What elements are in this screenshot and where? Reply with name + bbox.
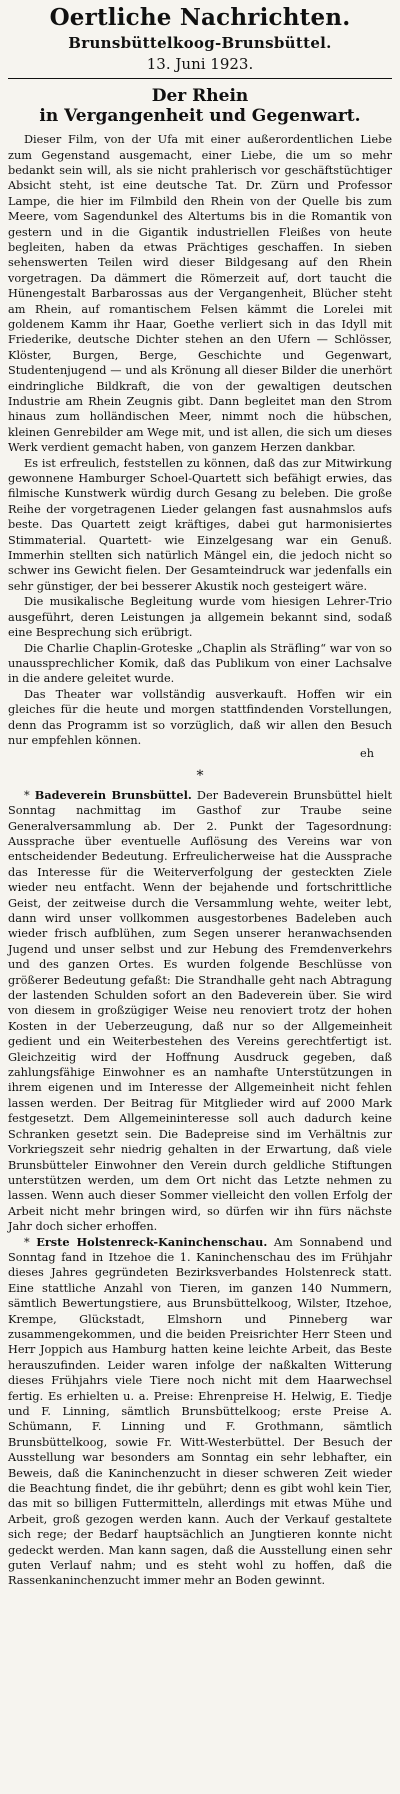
- section-separator: *: [196, 767, 204, 784]
- dateline-place: Brunsbüttelkoog-Brunsbüttel.: [68, 34, 332, 52]
- author-signature: eh: [360, 747, 374, 761]
- article-body-rhein: [8, 132, 392, 762]
- header-rule: [8, 78, 392, 79]
- dateline-date: 13. Juni 1923.: [146, 55, 254, 73]
- item-heading: Badeverein Brunsbüttel.: [34, 787, 192, 802]
- section-title: Oertliche Nachrichten.: [49, 4, 351, 31]
- item-text: Der Badeverein Brunsbüttel hielt Sonntag nachmittag im Gasthof zur Traube seine Generalversammlung ab. Der 2. Punkt der Tagesordnung: Aussprache über eventuelle Auflösung des Vereins war von entscheidender Bedeutung. Erfreulicherweise hat die Aussprache das Interesse für die Weiterverfolgung der gesteckten Ziele wieder neu entfacht. Wenn der bejahende und fortschrittliche Geist, der zeitweise durch die Versammlung wehte, weiter lebt, dann wird unser vollkommen ausgestorbenes Badeleben auch wieder frisch aufblühen, zum Segen unserer heranwachsenden Jugend und unser selbst und zur Hebung des Fremdenverkehrs und des ganzen Ortes. Es wurden folgende Beschlüsse von größerer Bedeutung gefaßt: Die Strandhalle geht nach Abtragung der lastenden Schulden sofort an den Badeverein über. Sie wird von diesem in großzügiger Weise neu renoviert trotz der hohen Kosten in der Ueberzeugung, daß nur so der Allgemeinheit gedient und ein Weiterbestehen des Vereins gerechtfertigt ist. Gleichzeitig wird der Hoffnung Ausdruck gegeben, daß zahlungsfähige Einwohner es an namhafte Unterstützungen in ihrem eigenen und im Interesse der Allgemeinheit nicht fehlen lassen werden. Der Beitrag für Mitglieder wird auf 2000 Mark festgesetzt. Dem Allgemeininteresse soll auch dadurch keine Schranken gesetzt sein. Die Badepreise sind im Verhältnis zur Vorkriegszeit sehr niedrig gehalten in der Erwartung, daß viele Brunsbütteler Einwohner den Verein durch geldliche Stiftungen unterstützen werden, um dem Ort nicht das Letzte nehmen zu lassen. Wenn auch dieser Sommer vielleicht den vollen Erfolg der Arbeit nicht mehr bringen wird, so dürfen wir ihn fürs nächste Jahr doch sicher erhoffen.: [8, 788, 393, 1234]
- article-paragraph: [8, 1235, 392, 1589]
- item-text: Am Sonnabend und Sonntag fand in Itzehoe die 1. Kaninchenschau des im Frühjahr dieses Jahres gegründeten Bezirksverbandes Holstenreck statt. Eine stattliche Anzahl von Tieren, im ganzen 140 Nummern, sämtlich Bewertungstiere, aus Brunsbüttelkoog, Wilster, Itzehoe, Krempe, Glückstadt, Elmshorn und Pinneberg war zusammengekommen, und die beiden Preisrichter Herr Steen und Herr Joppich aus Hamburg hatten keine leichte Arbeit, das Beste herauszufinden. Leider waren infolge der naßkalten Witterung dieses Frühjahrs viele Tiere noch nicht mit dem Haarwechsel fertig. Es erhielten u. a. Preise: Ehrenpreise H. Helwig, E. Tiedje und F. Linning, sämtlich Brunsbüttelkoog; erste Preise A. Schümann, F. Linning und F. Grothmann, sämtlich Brunsbüttelkoog, sowie Fr. Witt-Westerbüttel. Der Besuch der Ausstellung war besonders am Sonntag ein sehr lebhafter, ein Beweis, daß die Kaninchenzucht in dieser schweren Zeit wieder die Beachtung findet, die ihr gebührt; denn es gibt wohl kein Tier, das mit so billigen Futtermitteln, allerdings mit etwas Mühe und Arbeit, groß gezogen werden kann. Auch der Verkauf gestaltete sich rege; der Bedarf hauptsächlich an Jungtieren konnte nicht gedeckt werden. Man kann sagen, daß die Ausstellung einen sehr guten Verlauf nahm; und es steht wohl zu hoffen, daß die Rassenkaninchenzucht immer mehr an Boden gewinnt.: [8, 1235, 392, 1588]
- article-paragraph: Das Theater war vollständig ausverkauft. Hoffen wir ein gleiches für die heute und morgen stattfindenden Vorstellungen, denn das Programm ist so vorzüglich, daß wir allen den Besuch nur empfehlen können.: [8, 687, 392, 747]
- item-heading: Erste Holstenreck-Kaninchenschau.: [36, 1234, 268, 1249]
- article-body-badeverein: [8, 788, 392, 1235]
- item-marker: *: [24, 1235, 30, 1249]
- item-marker: *: [24, 788, 30, 802]
- article-title: [8, 87, 392, 126]
- article-title-line-2: in Vergangenheit und Gegenwart.: [39, 105, 361, 126]
- article-title-line-1: Der Rhein: [151, 86, 249, 106]
- article-paragraph: Dieser Film, von der Ufa mit einer außerordentlichen Liebe zum Gegenstand ausgemacht, einer Liebe, die um so mehr bedankt sein will, als sie nicht prahlerisch vor geschäftstüchtiger Absicht steht, ist eine deutsche Tat. Dr. Zürn und Professor Lampe, die hier im Filmbild den Rhein von der Quelle bis zum Meere, vom Sagendunkel des Altertums bis in die Romantik von gestern und in die Gigantik industriellen Fleißes von heute begleiten, haben da etwas Prächtiges geschaffen. In sieben sehenswerten Teilen wird dieser Bildgesang auf den Rhein vorgetragen. Da dämmert die Römerzeit auf, dort taucht die Hünengestalt Barbarossas aus der Vergangenheit, Blücher steht am Rhein, auf romantischem Felsen kämmt die Lorelei mit goldenem Kamm ihr Haar, Goethe verliert sich in das Idyll mit Friederike, deutsche Dichter stehen an den Ufern — Schlösser, Klöster, Burgen, Berge, Geschichte und Gegenwart, Studentenjugend — und als Krönung all dieser Bilder die unerhört eindringliche Bildkraft, die von der gewaltigen deutschen Industrie am Rhein Zeugnis gibt. Dann begleitet man den Strom hinaus zum holländischen Meer, nimmt noch die hübschen, kleinen Genrebilder am Wege mit, und ist allen, die sich um dieses Werk verdient gemacht haben, von ganzem Herzen dankbar.: [8, 133, 392, 455]
- article-paragraph: Die musikalische Begleitung wurde vom hiesigen Lehrer-Trio ausgeführt, deren Leistungen ja allgemein bekannt sind, sodaß eine Besprechung sich erübrigt.: [8, 595, 392, 640]
- article-body-kaninchenschau: [8, 1235, 392, 1589]
- article-paragraph: Die Charlie Chaplin-Groteske „Chaplin als Sträfling“ war von so unaussprechlicher Komik, daß das Publikum von einer Lachsalve in die andere geleitet wurde.: [8, 641, 392, 686]
- article-paragraph: Es ist erfreulich, feststellen zu können, daß das zur Mitwirkung gewonnene Hamburger Schoel-Quartett sich befähigt erwies, das filmische Kunstwerk würdig durch Gesang zu beleben. Die große Reihe der vorgetragenen Lieder gelangen fast ausnahmslos aufs beste. Das Quartett zeigt kräftiges, dabei gut harmonisiertes Stimmaterial. Quartett- wie Einzelgesang war ein Genuß. Immerhin stellten sich natürlich Mängel ein, die jedoch nicht so schwer ins Gewicht fielen. Der Gesamteindruck war jedenfalls ein sehr günstiger, der bei besserer Akustik noch gesteigert wäre.: [8, 456, 392, 593]
- newspaper-page: [8, 0, 392, 1589]
- article-paragraph: [8, 788, 392, 1235]
- section-masthead: [8, 6, 392, 72]
